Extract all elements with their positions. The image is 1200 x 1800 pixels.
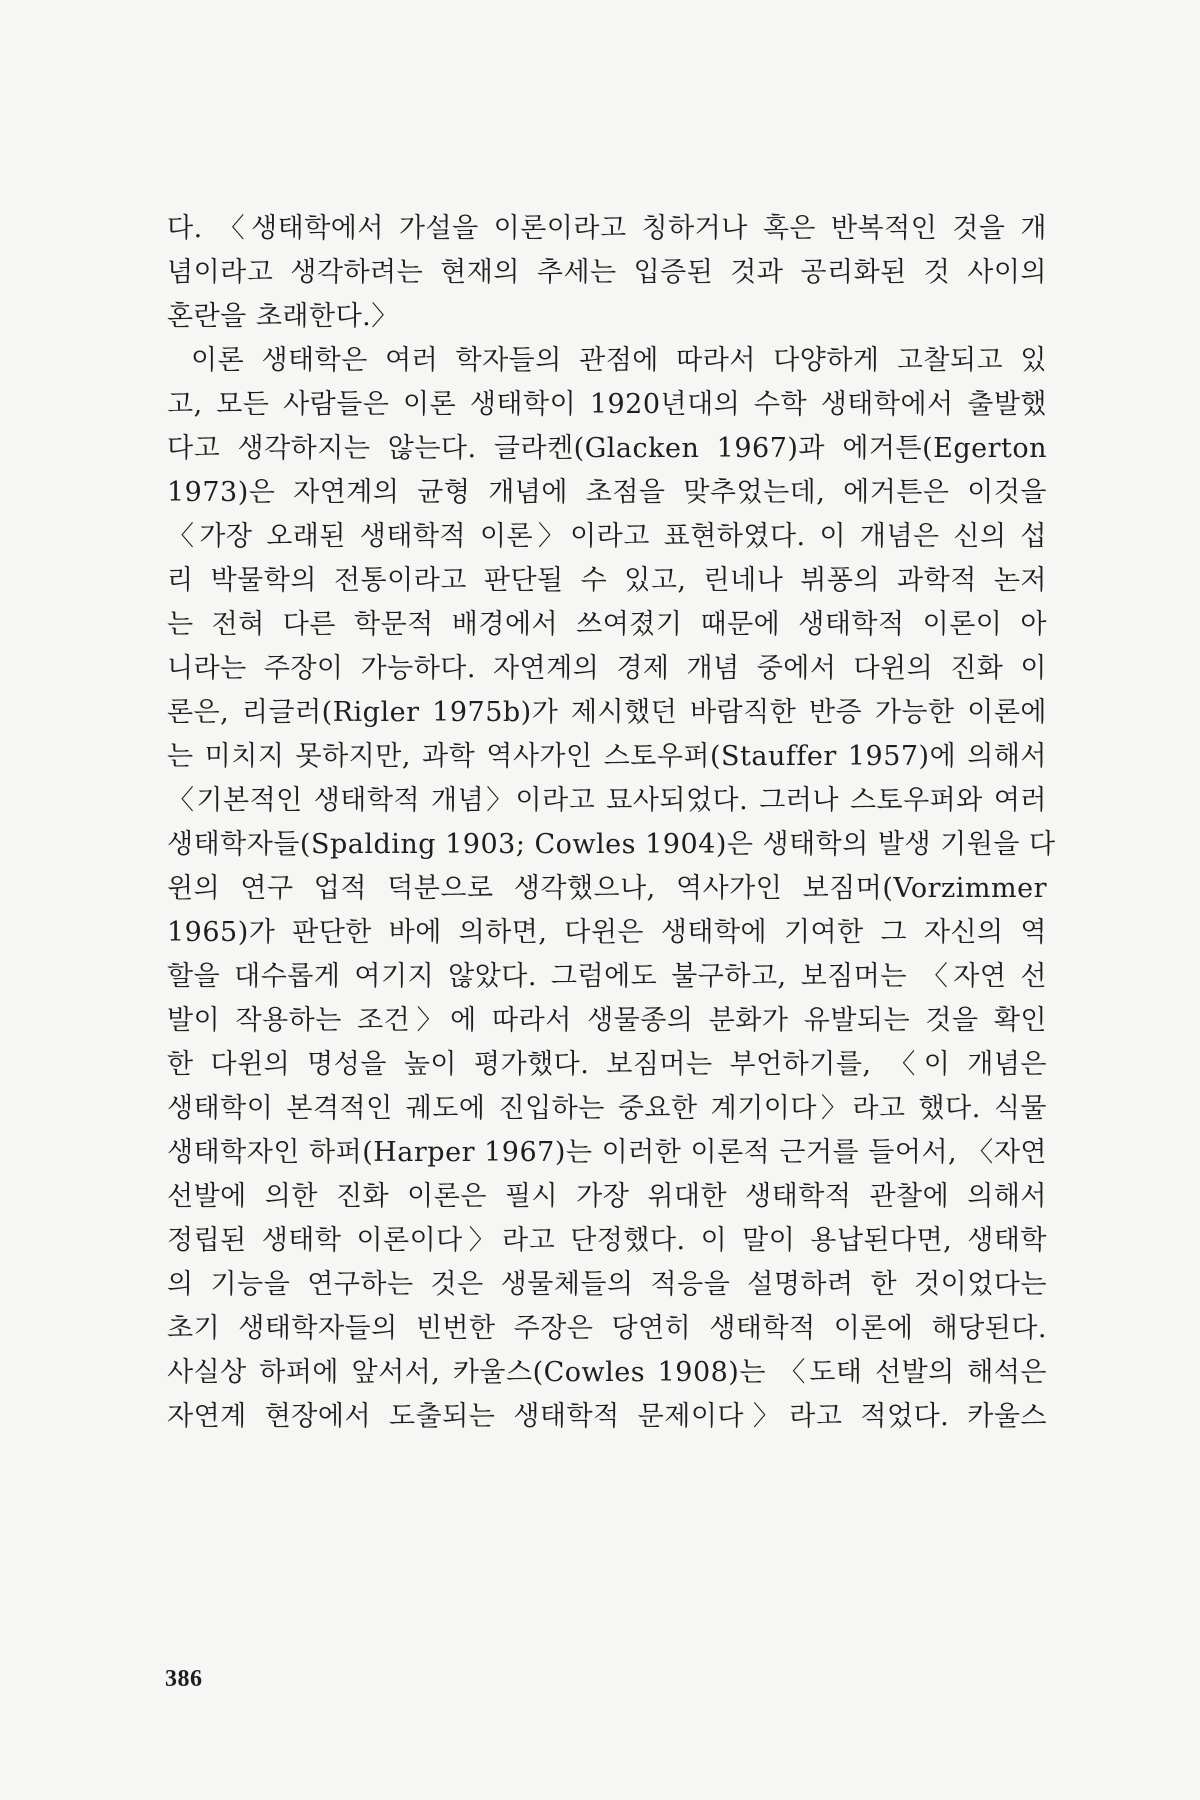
text-line: 〈기본적인 생태학적 개념〉이라고 묘사되었다. 그러나 스토우퍼와 여러 (167, 785, 1047, 816)
text-line: 고, 모든 사람들은 이론 생태학이 1920년대의 수학 생태학에서 출발했 (167, 389, 1047, 420)
text-line: 생태학자인 하퍼(Harper 1967)는 이러한 이론적 근거를 들어서, 〈자연 (167, 1137, 1047, 1168)
text-line: 정립된 생태학 이론이다〉라고 단정했다. 이 말이 용납된다면, 생태학 (167, 1225, 1047, 1256)
text-line: 는 전혀 다른 학문적 배경에서 쓰여졌기 때문에 생태학적 이론이 아 (167, 609, 1047, 640)
page-number: 386 (165, 1666, 203, 1692)
text-line: 선발에 의한 진화 이론은 필시 가장 위대한 생태학적 관찰에 의해서 (167, 1181, 1047, 1212)
text-line: 할을 대수롭게 여기지 않았다. 그럼에도 불구하고, 보짐머는 〈자연 선 (167, 961, 1047, 992)
text-line: 발이 작용하는 조건〉에 따라서 생물종의 분화가 유발되는 것을 확인 (167, 1005, 1047, 1036)
text-line: 리 박물학의 전통이라고 판단될 수 있고, 린네나 뷔퐁의 과학적 논저 (167, 565, 1047, 596)
text-line: 념이라고 생각하려는 현재의 추세는 입증된 것과 공리화된 것 사이의 (167, 257, 1047, 288)
text-line: 1965)가 판단한 바에 의하면, 다윈은 생태학에 기여한 그 자신의 역 (167, 917, 1047, 948)
text-line: 혼란을 초래한다.〉 (167, 301, 399, 332)
text-line: 론은, 리글러(Rigler 1975b)가 제시했던 바람직한 반증 가능한 이론에 (167, 697, 1047, 728)
text-line: 생태학이 본격적인 궤도에 진입하는 중요한 계기이다〉라고 했다. 식물 (167, 1093, 1047, 1124)
text-line: 한 다윈의 명성을 높이 평가했다. 보짐머는 부언하기를, 〈이 개념은 (167, 1049, 1047, 1080)
text-line: 〈가장 오래된 생태학적 이론〉이라고 표현하였다. 이 개념은 신의 섭 (167, 521, 1047, 552)
text-line: 1973)은 자연계의 균형 개념에 초점을 맞추었는데, 에거튼은 이것을 (167, 477, 1047, 508)
text-line: 사실상 하퍼에 앞서서, 카울스(Cowles 1908)는 〈도태 선발의 해석은 (167, 1357, 1047, 1388)
text-line: 의 기능을 연구하는 것은 생물체들의 적응을 설명하려 한 것이었다는 (167, 1269, 1047, 1300)
text-line: 다고 생각하지는 않는다. 글라켄(Glacken 1967)과 에거튼(Egerton (167, 433, 1047, 464)
text-line: 생태학자들(Spalding 1903; Cowles 1904)은 생태학의 발생 기원을 다 (167, 829, 1056, 860)
body-text (167, 207, 1056, 1439)
text-line: 다. 〈생태학에서 가설을 이론이라고 칭하거나 혹은 반복적인 것을 개 (167, 213, 1047, 244)
text-line: 초기 생태학자들의 빈번한 주장은 당연히 생태학적 이론에 해당된다. (167, 1313, 1047, 1344)
text-line: 니라는 주장이 가능하다. 자연계의 경제 개념 중에서 다윈의 진화 이 (167, 653, 1047, 684)
text-line: 자연계 현장에서 도출되는 생태학적 문제이다〉라고 적었다. 카울스 (167, 1401, 1047, 1432)
text-line: 윈의 연구 업적 덕분으로 생각했으나, 역사가인 보짐머(Vorzimmer (167, 873, 1047, 904)
text-line: 이론 생태학은 여러 학자들의 관점에 따라서 다양하게 고찰되고 있 (191, 345, 1047, 376)
text-line: 는 미치지 못하지만, 과학 역사가인 스토우퍼(Stauffer 1957)에 의해서 (167, 741, 1047, 772)
